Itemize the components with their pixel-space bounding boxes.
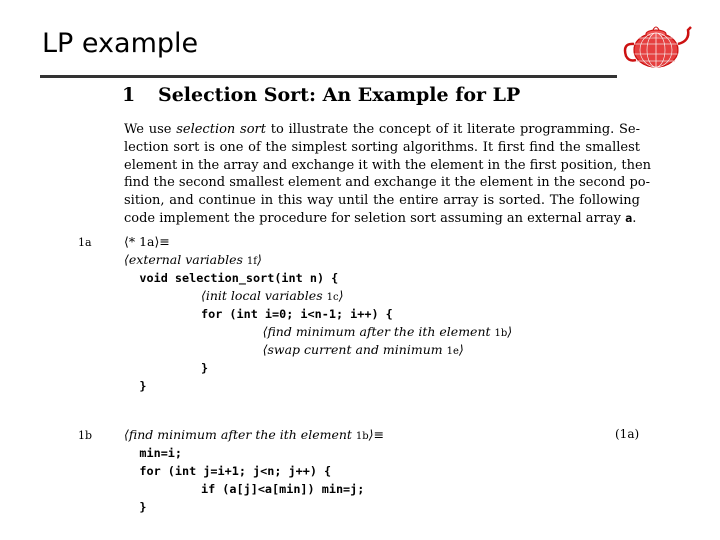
chunk-reference-tag: 1b: [494, 328, 508, 339]
chunk-reference-tag: 1e: [446, 346, 459, 357]
chunk-reference-tag: 1c: [326, 292, 339, 303]
chunk-header: ⟨* 1a⟩≡: [124, 234, 170, 249]
paragraph-line: We use selection sort to illustrate the concept of it literate programming. Se-: [124, 122, 641, 137]
code-chunk-1b: [124, 426, 384, 516]
slide-title: LP example: [42, 28, 199, 59]
chunk-header: ⟨find minimum after the ith element 1b⟩≡: [124, 427, 385, 442]
code-line: [124, 462, 384, 480]
chunk-used-in: (1a): [615, 427, 640, 441]
code-line: [124, 444, 384, 462]
chunk-reference: ⟨find minimum after the ith element 1b⟩: [124, 427, 374, 442]
section-title: Selection Sort: An Example for LP: [158, 84, 521, 106]
chunk-number-1a: 1a: [78, 236, 92, 249]
code-line: [124, 305, 512, 323]
code-text: for (int i=0; i<n-1; i++) {: [201, 307, 393, 321]
code-text: void selection_sort(int n) {: [139, 271, 339, 285]
code-chunk-1a: [124, 233, 512, 395]
code-line: [124, 377, 512, 395]
title-underline: [40, 75, 617, 78]
code-text: min=i;: [139, 446, 183, 460]
chunk-reference: ⟨external variables 1f⟩: [124, 252, 262, 267]
code-text: }: [139, 500, 147, 514]
section-number: 1: [122, 84, 136, 106]
code-line: [124, 359, 512, 377]
chunk-reference: ⟨find minimum after the ith element 1b⟩: [262, 324, 513, 339]
code-line: [124, 269, 512, 287]
chunk-header-tag: 1a: [139, 234, 155, 249]
chunk-reference: ⟨swap current and minimum 1e⟩: [262, 342, 464, 357]
paragraph-line: find the second smallest element and exchange it the element in the second po-: [124, 175, 650, 191]
chunk-reference-tag: 1f: [246, 256, 257, 267]
code-text: }: [201, 361, 209, 375]
emphasis-text: selection sort: [176, 122, 266, 137]
code-text: if (a[j]<a[min]) min=j;: [201, 482, 365, 496]
code-identifier: a: [625, 210, 633, 225]
code-line: [124, 251, 512, 269]
chunk-number-1b: 1b: [78, 429, 93, 442]
code-line: [124, 498, 384, 516]
chunk-reference: ⟨init local variables 1c⟩: [201, 288, 344, 303]
code-line: [124, 480, 384, 498]
paragraph-line: code implement the procedure for seletion sort assuming an external array a.: [124, 210, 637, 226]
code-line: [124, 323, 512, 341]
section-heading: [122, 84, 520, 106]
paragraph-line: element in the array and exchange it with the element in the first position, then: [124, 157, 652, 173]
paragraph-line: lection sort is one of the simplest sorting algorithms. It first find the smallest: [124, 139, 640, 155]
code-text: for (int j=i+1; j<n; j++) {: [139, 464, 332, 478]
code-text: }: [139, 379, 147, 393]
chunk-reference-tag: 1b: [355, 431, 369, 442]
intro-paragraph: [124, 121, 652, 228]
red-wireframe-teapot-icon: [620, 14, 692, 76]
code-line: [124, 287, 512, 305]
paragraph-line: sition, and continue in this way until the entire array is sorted. The following: [124, 193, 640, 209]
code-line: [124, 341, 512, 359]
